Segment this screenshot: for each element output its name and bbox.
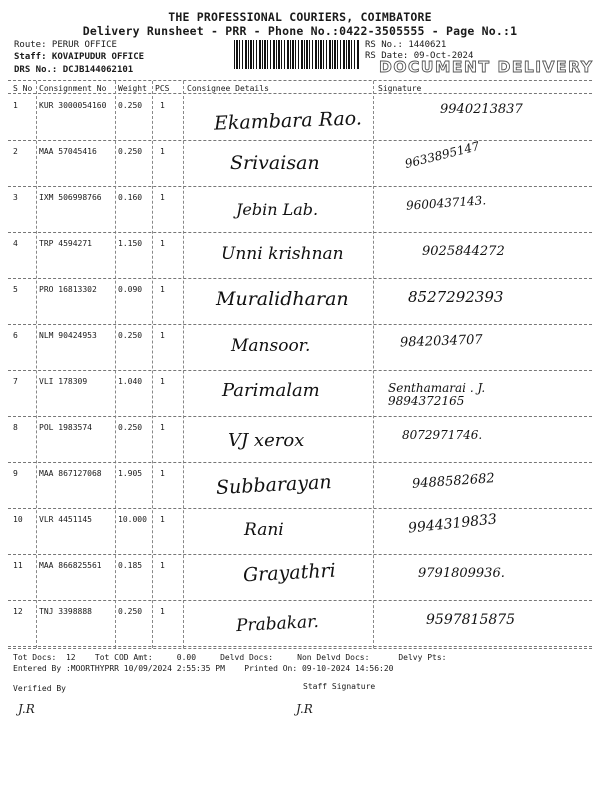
staff-signature: J.R <box>296 702 313 716</box>
row-pcs: 1 <box>160 239 165 248</box>
row-signature-handwritten: 9940213837 <box>440 102 523 117</box>
row-weight: 1.150 <box>118 239 143 248</box>
staff-label: Staff: KOVAIPUDUR OFFICE <box>14 52 145 62</box>
row-sno: 4 <box>13 239 18 248</box>
row-weight: 1.905 <box>118 469 143 478</box>
row-consignment-no: MAA 57045416 <box>39 147 97 156</box>
row-weight: 0.090 <box>118 285 143 294</box>
row-consignee-handwritten: Muralidharan <box>216 288 349 310</box>
row-consignment-no: MAA 866825561 <box>39 561 102 570</box>
row-sno: 1 <box>13 101 18 110</box>
col-weight: Weight <box>118 84 147 93</box>
col-signature: Signature <box>378 84 422 93</box>
row-signature-handwritten: 9025844272 <box>422 244 505 259</box>
row-weight: 0.250 <box>118 423 143 432</box>
row-consignee-handwritten: Grayathri <box>242 559 337 587</box>
row-pcs: 1 <box>160 561 165 570</box>
row-divider <box>8 140 592 141</box>
verified-signature: J.R <box>18 702 35 716</box>
rs-number: RS No.: 1440621 <box>365 40 447 50</box>
row-pcs: 1 <box>160 331 165 340</box>
row-pcs: 1 <box>160 147 165 156</box>
row-signature-handwritten: 9488582682 <box>411 471 496 492</box>
row-consignment-no: TRP 4594271 <box>39 239 92 248</box>
row-weight: 10.000 <box>118 515 147 524</box>
col-divider <box>183 81 184 648</box>
row-pcs: 1 <box>160 377 165 386</box>
row-weight: 0.250 <box>118 101 143 110</box>
row-consignee-handwritten: Ekambara Rao. <box>213 107 363 135</box>
row-consignment-no: POL 1983574 <box>39 423 92 432</box>
row-sno: 3 <box>13 193 18 202</box>
row-divider <box>8 508 592 509</box>
row-consignee-handwritten: Prabakar. <box>235 611 320 637</box>
row-consignment-no: NLM 90424953 <box>39 331 97 340</box>
col-sno: S No <box>13 84 33 93</box>
row-divider <box>8 232 592 233</box>
row-divider <box>8 554 592 555</box>
row-divider <box>8 370 592 371</box>
row-weight: 0.250 <box>118 331 143 340</box>
col-divider <box>36 81 37 648</box>
row-weight: 0.250 <box>118 607 143 616</box>
row-divider <box>8 646 592 647</box>
row-sno: 8 <box>13 423 18 432</box>
row-consignee-handwritten: Parimalam <box>222 380 320 401</box>
row-signature-handwritten: 9791809936. <box>418 566 505 581</box>
drs-number: DRS No.: DCJB144062101 <box>14 65 134 75</box>
row-consignee-handwritten: Jebin Lab. <box>236 200 319 219</box>
row-divider <box>8 600 592 601</box>
row-signature-handwritten: 9944319833 <box>407 511 498 537</box>
row-sno: 9 <box>13 469 18 478</box>
col-pcs: PCS <box>155 84 170 93</box>
entered-by-line: Entered By :MOORTHYPRR 10/09/2024 2:55:35 PM Printed On: 09-10-2024 14:56:20 <box>13 664 394 673</box>
footer-divider <box>8 648 592 649</box>
row-sno: 7 <box>13 377 18 386</box>
row-weight: 0.250 <box>118 147 143 156</box>
row-consignment-no: TNJ 3398888 <box>39 607 92 616</box>
row-signature-handwritten: Senthamarai . J. 9894372165 <box>388 381 486 408</box>
row-consignee-handwritten: Subbarayan <box>215 470 333 500</box>
document-delivery-stamp: DOCUMENT DELIVERY <box>379 58 594 76</box>
row-consignment-no: VLI 178309 <box>39 377 88 386</box>
company-title: THE PROFESSIONAL COURIERS, COIMBATORE <box>168 10 432 24</box>
row-pcs: 1 <box>160 101 165 110</box>
row-signature-handwritten: 9633895147 <box>403 138 481 172</box>
row-sno: 11 <box>13 561 23 570</box>
row-consignment-no: VLR 4451145 <box>39 515 92 524</box>
row-divider <box>8 416 592 417</box>
row-signature-handwritten: 9597815875 <box>426 612 516 628</box>
row-pcs: 1 <box>160 285 165 294</box>
row-divider <box>8 278 592 279</box>
row-signature-handwritten: 9842034707 <box>399 332 483 351</box>
route-label: Route: PERUR OFFICE <box>14 40 117 50</box>
rs-date: RS Date: 09-Oct-2024 <box>365 51 474 61</box>
row-weight: 0.185 <box>118 561 143 570</box>
row-sno: 10 <box>13 515 23 524</box>
col-divider <box>373 81 374 648</box>
row-pcs: 1 <box>160 469 165 478</box>
row-consignment-no: IXM 506998766 <box>39 193 102 202</box>
row-signature-handwritten: 8527292393 <box>408 288 504 306</box>
col-divider <box>115 81 116 648</box>
row-sno: 6 <box>13 331 18 340</box>
col-consignee: Consignee Details <box>187 84 269 93</box>
runsheet-subtitle: Delivery Runsheet - PRR - Phone No.:0422-3505555 - Page No.:1 <box>82 24 518 38</box>
row-weight: 0.160 <box>118 193 143 202</box>
row-divider <box>8 324 592 325</box>
row-signature-handwritten: 9600437143. <box>405 193 487 213</box>
row-sno: 12 <box>13 607 23 616</box>
row-sno: 2 <box>13 147 18 156</box>
row-consignment-no: PRO 16813302 <box>39 285 97 294</box>
row-consignee-handwritten: Mansoor. <box>231 336 311 356</box>
row-consignee-handwritten: Rani <box>244 520 284 540</box>
row-pcs: 1 <box>160 423 165 432</box>
col-consignment: Consignment No <box>39 84 107 93</box>
row-signature-handwritten: 8072971746. <box>402 428 483 442</box>
row-consignment-no: KUR 3000054160 <box>39 101 107 110</box>
row-pcs: 1 <box>160 193 165 202</box>
row-divider <box>8 186 592 187</box>
barcode-image <box>234 40 359 69</box>
row-sno: 5 <box>13 285 18 294</box>
header-divider <box>8 80 592 81</box>
row-weight: 1.040 <box>118 377 143 386</box>
row-consignment-no: MAA 867127068 <box>39 469 102 478</box>
row-consignee-handwritten: Srivaisan <box>230 152 320 174</box>
totals-line: Tot Docs: 12 Tot COD Amt: 0.00 Delvd Docs: Non Delvd Docs: Delvy Pts: <box>13 653 447 662</box>
col-divider <box>152 81 153 648</box>
verified-by-label: Verified By <box>13 684 66 693</box>
column-header-divider <box>8 93 592 94</box>
staff-signature-label: Staff Signature <box>303 682 376 691</box>
row-pcs: 1 <box>160 607 165 616</box>
row-divider <box>8 462 592 463</box>
row-pcs: 1 <box>160 515 165 524</box>
row-consignee-handwritten: Unni krishnan <box>221 244 344 264</box>
row-consignee-handwritten: VJ xerox <box>228 430 305 451</box>
